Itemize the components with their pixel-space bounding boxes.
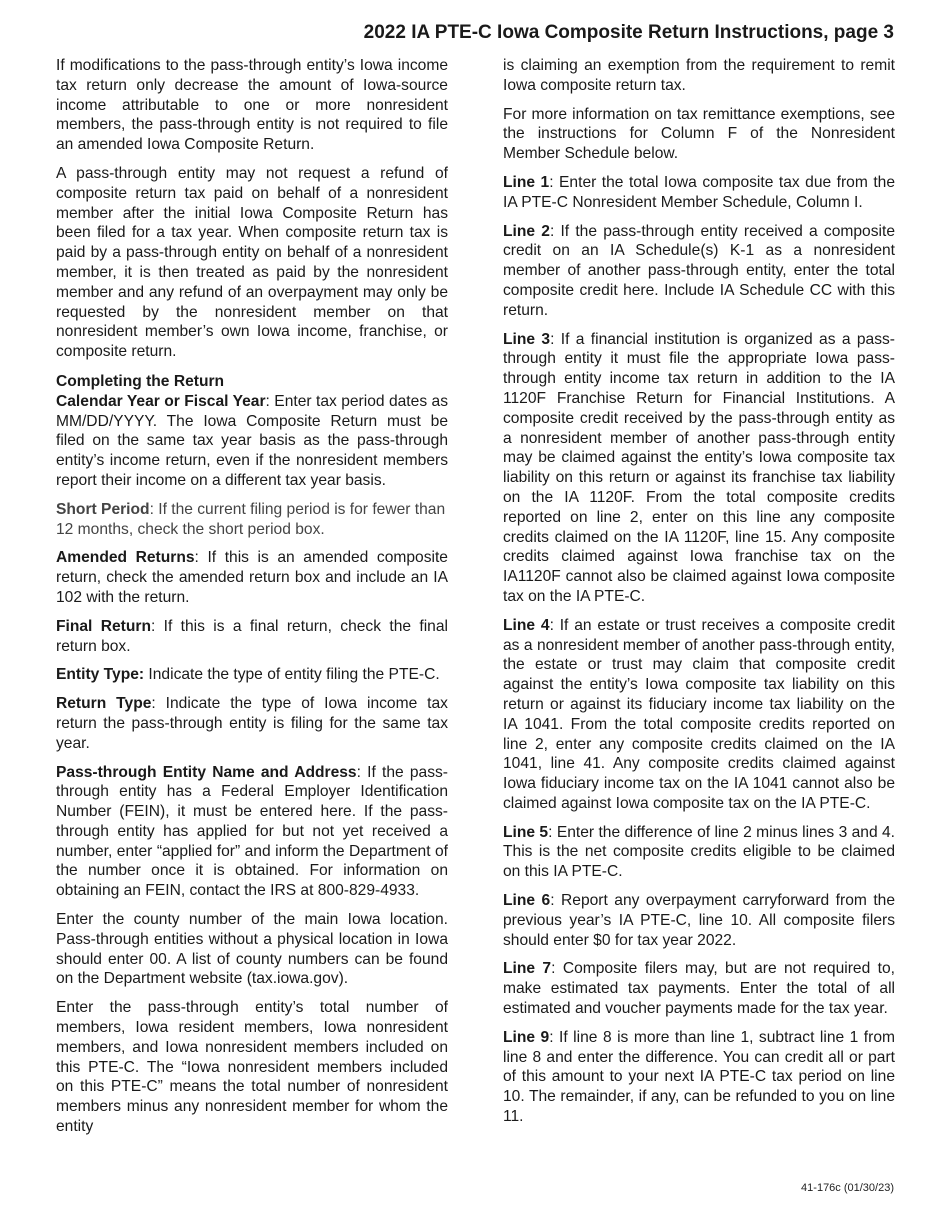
term: Final Return — [56, 617, 151, 635]
paragraph: Enter the pass-through entity’s total number of members, Iowa resident members, Iowa nonresident members, and Iowa nonresident members included on this PTE-C. The “Iowa nonresident members included on this PTE-C” means the total number of nonresident members minus any nonresident member for whom the entity — [56, 999, 448, 1136]
item-short-period — [56, 500, 448, 540]
line-4 — [503, 616, 895, 814]
term: Calendar Year or Fiscal Year — [56, 392, 266, 410]
item-amended-returns — [56, 548, 448, 607]
page-title: 2022 IA PTE-C Iowa Composite Return Instructions, page 3 — [363, 22, 894, 43]
term: Line 4 — [503, 616, 550, 634]
term: Line 9 — [503, 1028, 550, 1046]
text: : Enter tax period dates as MM/DD/YYYY. The Iowa Composite Return must be filed on the same tax year basis as the pass-through entity’s income return, even if the nonresident members report their income on a different tax year basis. — [56, 392, 448, 489]
text: : If this is a final return, check the final return box. — [56, 617, 448, 655]
term: Line 6 — [503, 892, 551, 910]
text: Indicate the type of entity filing the PTE-C. — [144, 666, 440, 684]
paragraph: If modifications to the pass-through entity’s Iowa income tax return only decrease the amount of Iowa-source income attributable to one or more nonresident members, the pass-through entity is not required to file an amended Iowa Composite Return. — [56, 57, 448, 154]
term: Line 3 — [503, 330, 551, 348]
text: : Report any overpayment carryforward from the previous year’s IA PTE-C, line 10. All composite filers should enter $0 for tax year 2022. — [503, 892, 896, 949]
term: Entity Type: — [56, 666, 145, 684]
term: Line 2 — [503, 222, 550, 240]
term: Line 5 — [503, 823, 549, 841]
text: : If an estate or trust receives a composite credit as a nonresident member of another pass-through entity, the estate or trust may claim that composite credit against the entity’s Iowa composite tax liability on this return or against its fiduciary income tax liability on the IA 1041. From the total composite credits reported on line 2, enter any composite credits claimed on the IA 1041, line 41. Any composite credits claimed against Iowa fiduciary income tax on the IA 1041 cannot also be claimed against Iowa composite tax on the IA PTE-C. — [503, 616, 895, 812]
section-heading: Completing the Return — [56, 372, 225, 390]
text: : If the pass-through entity received a composite credit on an IA Schedule(s) K-1 as a nonresident member of another pass-through entity, enter the total composite credit here. Include IA Schedule CC with this return. — [503, 222, 895, 319]
term: Amended Returns — [56, 549, 195, 567]
text: : If a financial institution is organized as a pass-through entity it must file the appropriate Iowa pass-through entity income tax return in addition to the IA 1120F Franchise Return for Financial Institutions. A composite credit received by the pass-through entity as a nonresident member of another pass-through entity may be claimed against the entity’s Iowa composite tax liability on this return or against its franchise tax liability on the IA 1120F. From the total composite credits reported on line 2, enter on this line any composite credits claimed on the IA 1120F, line 15. Any composite credits claimed against Iowa franchise tax on the IA1120F cannot also be claimed against Iowa composite tax on the IA PTE-C. — [503, 330, 895, 605]
paragraph: For more information on tax remittance exemptions, see the instructions for Column F of the Nonresident Member Schedule below. — [503, 105, 895, 163]
line-1 — [503, 173, 895, 213]
form-id: 41-176c (01/30/23) — [801, 1182, 894, 1194]
term: Return Type — [56, 695, 152, 713]
left-column — [56, 56, 448, 1146]
text: : If the pass-through entity has a Federal Employer Identification Number (FEIN), it must be entered here. If the pass-through entity has applied for but not yet received a number, enter “applied for” and inform the Department of the number once it is obtained. For information on obtaining an FEIN, contact the IRS at 800-829-4933. — [56, 763, 448, 900]
item-final-return — [56, 617, 448, 657]
item-entity-name-address — [56, 763, 448, 902]
item-calendar-year — [56, 392, 448, 491]
line-9 — [503, 1028, 895, 1127]
text: : Indicate the type of Iowa income tax return the pass-through entity is filing for the same tax year. — [56, 695, 448, 752]
text: : Composite filers may, but are not required to, make estimated tax payments. Enter the total of all estimated and voucher payments made for the tax year. — [503, 960, 895, 1018]
term: Line 1 — [503, 173, 550, 191]
item-entity-type — [56, 665, 448, 685]
text: : Enter the total Iowa composite tax due from the IA PTE-C Nonresident Member Schedule, Column I. — [503, 173, 895, 211]
text: : If this is an amended composite return, check the amended return box and include an IA 102 with the return. — [56, 549, 448, 606]
line-2 — [503, 222, 895, 321]
line-6 — [503, 891, 895, 950]
line-3 — [503, 330, 895, 607]
line-5 — [503, 823, 895, 882]
paragraph: A pass-through entity may not request a refund of composite return tax paid on behalf of a nonresident member after the initial Iowa Composite Return has been filed for a tax year. When composite return tax is paid by a pass-through entity on behalf of a nonresident member, it is then treated as paid by the nonresident member and any refund of an overpayment may only be requested by the nonresident member on that nonresident member’s own Iowa income, franchise, or composite return. — [56, 164, 448, 361]
term: Pass-through Entity Name and Address — [56, 763, 357, 781]
text: : Enter the difference of line 2 minus lines 3 and 4. This is the net composite credits eligible to be claimed on this IA PTE-C. — [503, 823, 896, 881]
term: Line 7 — [503, 960, 552, 978]
term: Short Period — [56, 500, 150, 518]
text: : If the current filing period is for fewer than 12 months, check the short period box. — [56, 500, 446, 538]
paragraph: is claiming an exemption from the requirement to remit Iowa composite return tax. — [503, 57, 895, 94]
line-7 — [503, 959, 895, 1018]
right-column — [503, 56, 895, 1136]
paragraph: Enter the county number of the main Iowa location. Pass-through entities without a physical location in Iowa should enter 00. A list of county numbers can be found on the Department website (tax.iowa.gov). — [56, 911, 448, 988]
item-return-type — [56, 694, 448, 753]
text: : If line 8 is more than line 1, subtract line 1 from line 8 and enter the difference. You can credit all or part of this amount to your next IA PTE-C tax period on line 10. The remainder, if any, can be refunded to you on line 11. — [503, 1028, 895, 1126]
